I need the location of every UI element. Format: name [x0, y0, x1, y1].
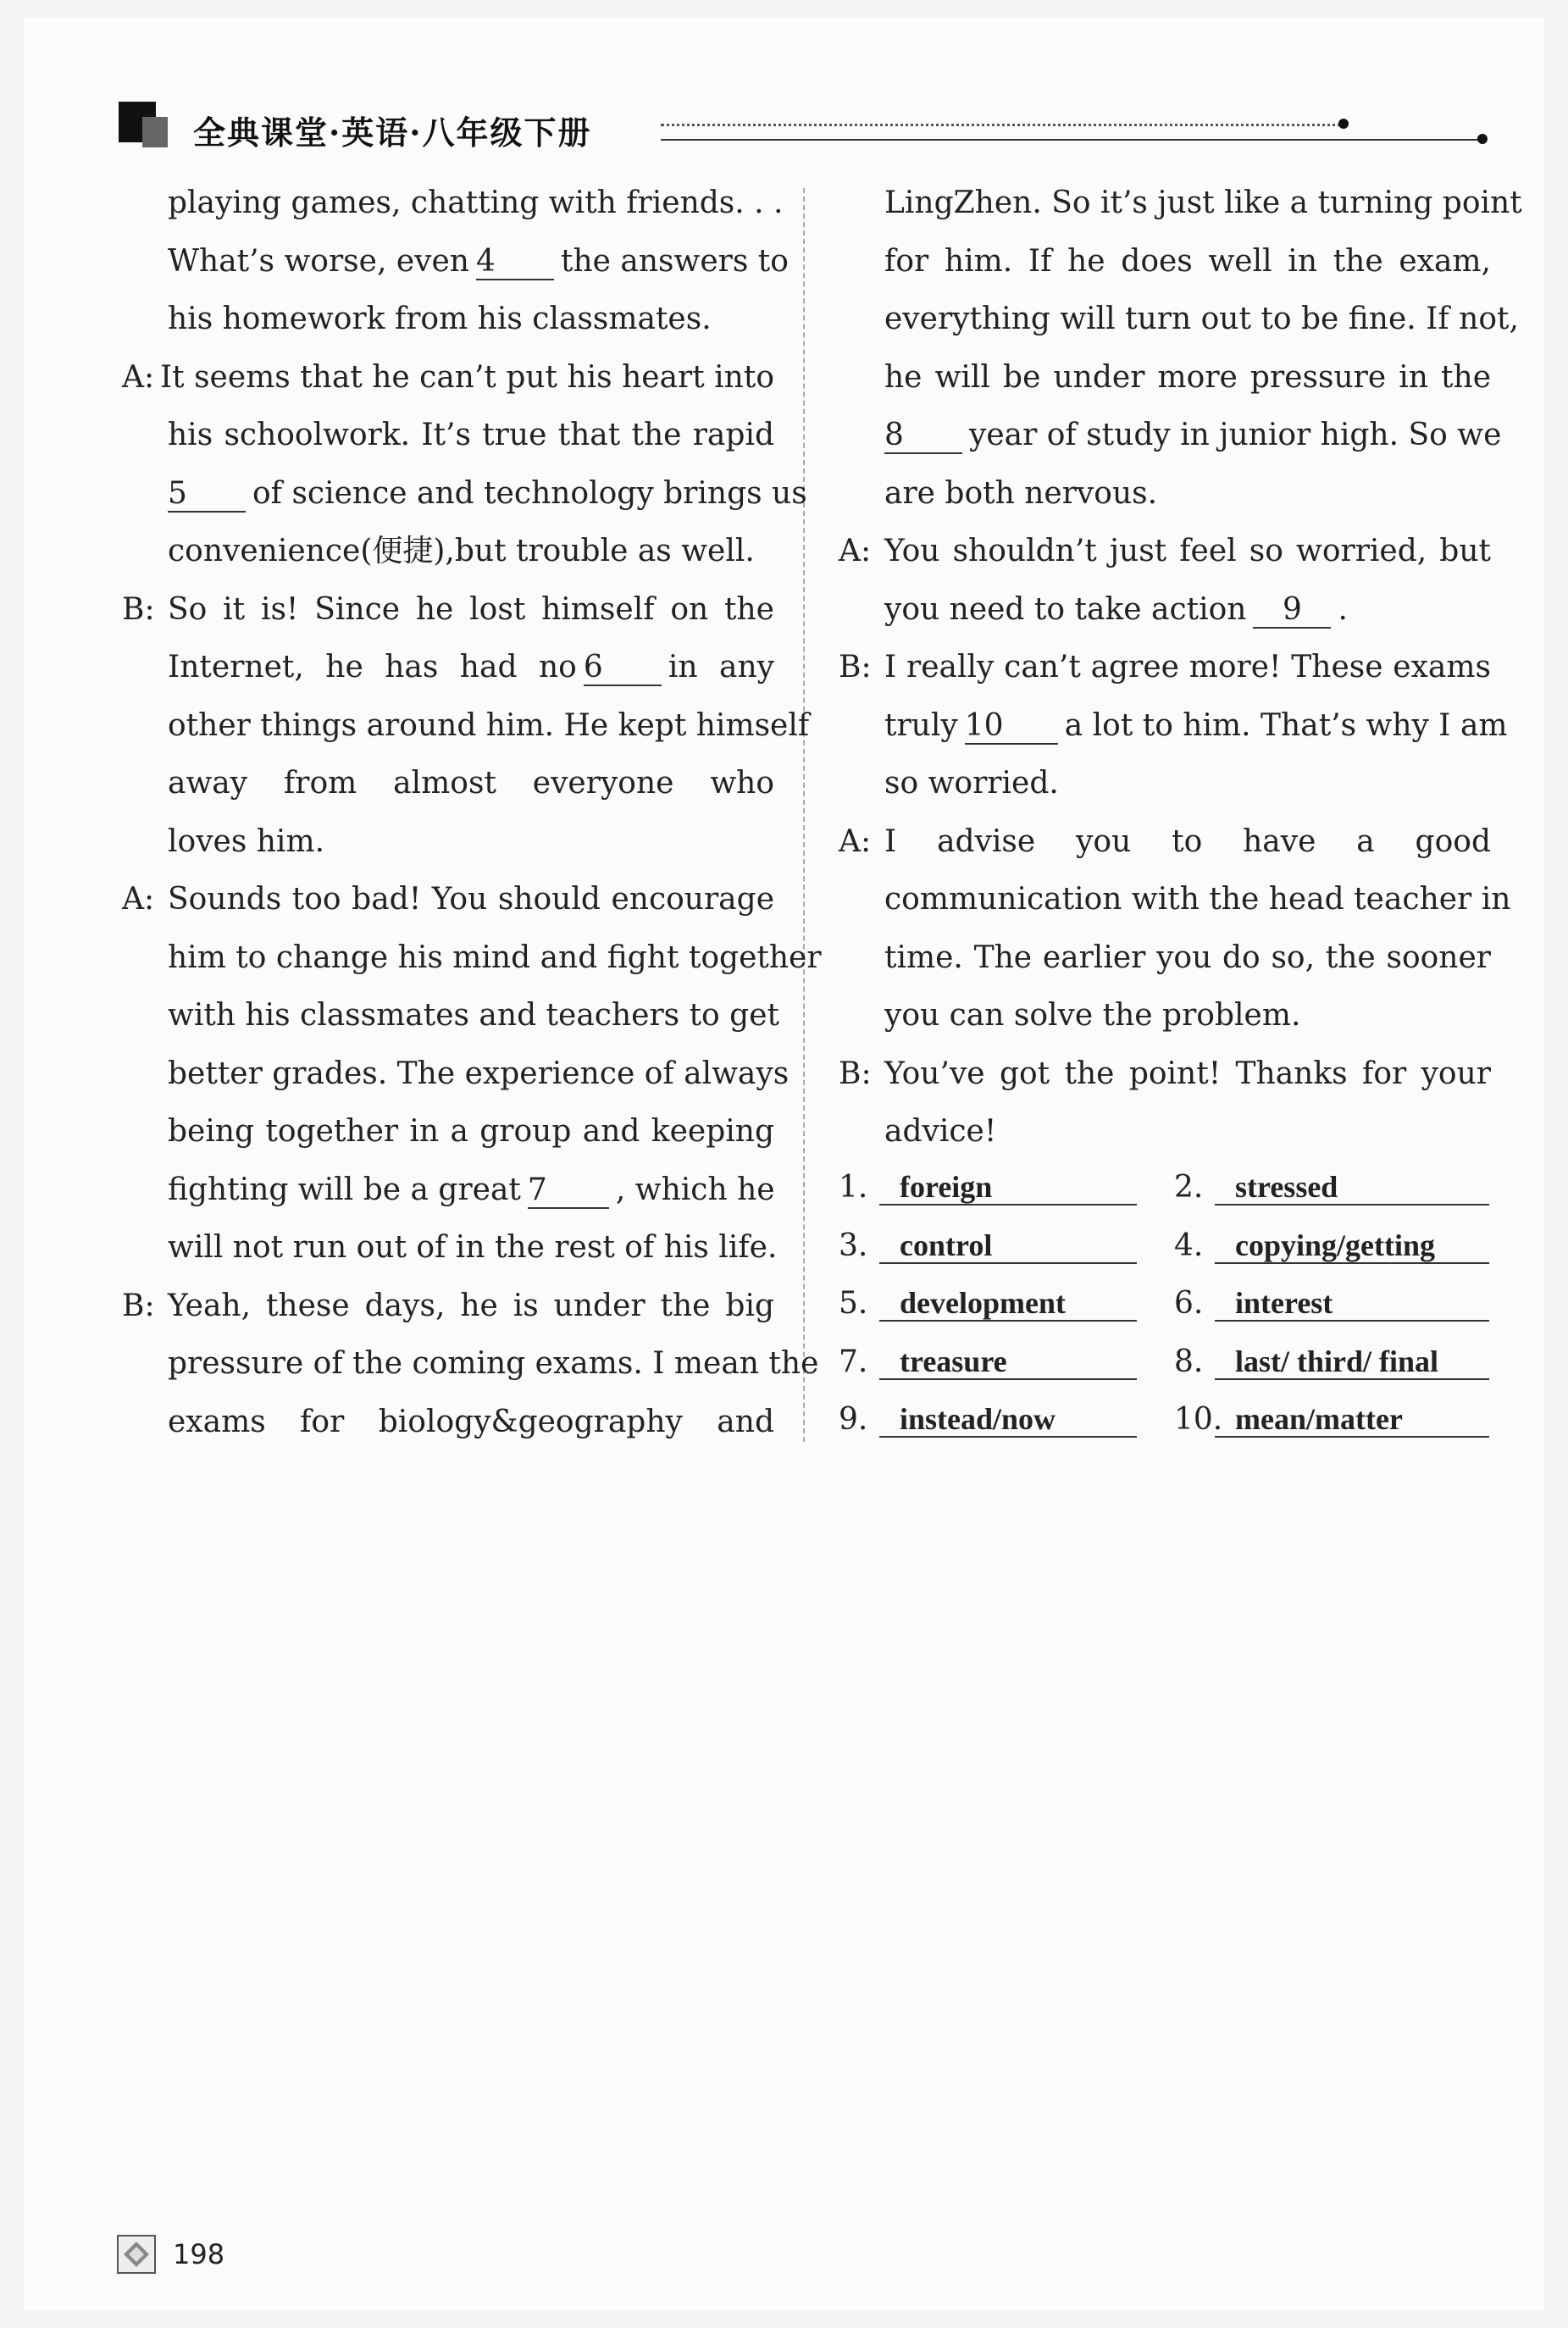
- header-solid-rule: [661, 139, 1482, 141]
- answer-item: 1. foreign: [839, 1159, 1137, 1217]
- dialogue-line: B: Yeah, these days, he is under the big: [122, 1278, 774, 1336]
- dialogue-line: B: So it is! Since he lost himself on the: [122, 581, 774, 640]
- text-line: communication with the head teacher in: [884, 882, 1511, 917]
- speaker-label: B:: [839, 1056, 872, 1091]
- left-column: [122, 175, 822, 1451]
- header-dotted-rule: [661, 124, 1347, 126]
- text-line: other things around him. He kept himself: [168, 707, 810, 743]
- answer-item: 2. stressed: [1174, 1159, 1489, 1217]
- header-dot-end: [1477, 134, 1488, 144]
- answer-value: stressed: [1215, 1170, 1489, 1206]
- blank-7: 7: [528, 1173, 609, 1209]
- text-line: fighting will be a great 7 , which he: [168, 1172, 775, 1207]
- text-line: LingZhen. So it’s just like a turning point: [884, 186, 1522, 220]
- dialogue-line: B: I really can’t agree more! These exams: [839, 639, 1491, 697]
- header-dot: [1338, 119, 1349, 129]
- speaker-label: A:: [122, 359, 155, 395]
- diamond-icon: [117, 2235, 156, 2274]
- answer-value: control: [879, 1228, 1137, 1264]
- column-divider: [803, 188, 805, 1442]
- answer-key: [839, 1159, 1465, 1449]
- blank-5: 5: [168, 477, 246, 513]
- text-line: away from almost everyone who: [168, 766, 774, 801]
- text-line: him to change his mind and fight together: [168, 940, 822, 975]
- text-line: exams for biology&geography and: [168, 1404, 774, 1439]
- text-line: Internet, he has had no 6 in any: [168, 650, 774, 685]
- answer-item: 10. mean/matter: [1174, 1391, 1489, 1449]
- header-gray-block: [142, 117, 168, 147]
- dialogue-line: A: Sounds too bad! You should encourage: [122, 871, 774, 929]
- speaker-label: B:: [122, 1288, 155, 1323]
- dialogue-line: A: You shouldn’t just feel so worried, but: [839, 523, 1491, 581]
- text-line: 5 of science and technology brings us: [168, 475, 807, 511]
- answer-row: [839, 1391, 1465, 1449]
- speaker-label: A:: [839, 534, 872, 568]
- answer-value: instead/now: [879, 1402, 1137, 1438]
- text-line: will not run out of in the rest of his life.: [168, 1230, 778, 1265]
- answer-value: last/ third/ final: [1215, 1344, 1489, 1380]
- text-line: convenience(便捷),but trouble as well.: [168, 534, 755, 568]
- header-title: 全典课堂·英语·八年级下册: [193, 114, 592, 152]
- text-line: with his classmates and teachers to get: [168, 998, 779, 1033]
- text-line: he will be under more pressure in the: [884, 359, 1491, 395]
- blank-10: 10: [965, 709, 1058, 745]
- answer-value: treasure: [879, 1344, 1137, 1380]
- text-line: for him. If he does well in the exam,: [884, 243, 1491, 279]
- dialogue-line: A: I advise you to have a good: [839, 813, 1491, 872]
- right-column: [839, 175, 1522, 1161]
- answer-item: 8. last/ third/ final: [1174, 1333, 1489, 1392]
- text-line: you need to take action 9 .: [884, 591, 1348, 627]
- speaker-label: B:: [122, 591, 155, 627]
- speaker-label: A:: [839, 823, 872, 859]
- answer-value: foreign: [879, 1170, 1137, 1206]
- answer-value: development: [879, 1286, 1137, 1322]
- answer-row: [839, 1275, 1465, 1333]
- blank-6: 6: [584, 651, 662, 686]
- text-line: advice!: [884, 1114, 997, 1149]
- answer-value: interest: [1215, 1286, 1489, 1322]
- answer-item: 3. control: [839, 1217, 1137, 1276]
- text-line: pressure of the coming exams. I mean the: [168, 1346, 819, 1381]
- text-line: loves him.: [168, 823, 325, 859]
- text-line: being together in a group and keeping: [168, 1114, 774, 1149]
- text-line: better grades. The experience of always: [168, 1056, 790, 1091]
- answer-value: mean/matter: [1215, 1402, 1489, 1438]
- text-line: you can solve the problem.: [884, 998, 1301, 1033]
- text-line: What’s worse, even 4 the answers to: [168, 243, 789, 279]
- text-line: so worried.: [884, 766, 1059, 801]
- dialogue-line: A: It seems that he can’t put his heart into: [122, 349, 774, 407]
- answer-item: 9. instead/now: [839, 1391, 1137, 1449]
- answer-row: [839, 1159, 1465, 1217]
- text-line: time. The earlier you do so, the sooner: [884, 940, 1491, 975]
- answer-item: 4. copying/getting: [1174, 1217, 1489, 1276]
- page-number: 198: [173, 2238, 225, 2270]
- text-line: playing games, chatting with friends. . .: [168, 186, 784, 220]
- text-line: 8 year of study in junior high. So we: [884, 418, 1502, 452]
- answer-item: 5. development: [839, 1275, 1137, 1333]
- answer-value: copying/getting: [1215, 1228, 1489, 1264]
- dialogue-line: B: You’ve got the point! Thanks for your: [839, 1045, 1491, 1104]
- speaker-label: B:: [839, 650, 872, 685]
- text-line: everything will turn out to be fine. If not,: [884, 302, 1519, 336]
- blank-4: 4: [476, 245, 554, 280]
- speaker-label: A:: [122, 882, 155, 917]
- answer-row: [839, 1333, 1465, 1392]
- text-line: his schoolwork. It’s true that the rapid: [168, 418, 774, 452]
- blank-9: 9: [1253, 593, 1331, 629]
- text-line: truly 10 a lot to him. That’s why I am: [884, 707, 1508, 743]
- text-line: his homework from his classmates.: [168, 302, 712, 336]
- answer-item: 7. treasure: [839, 1333, 1137, 1392]
- blank-8: 8: [884, 418, 962, 454]
- answer-row: [839, 1217, 1465, 1276]
- answer-item: 6. interest: [1174, 1275, 1489, 1333]
- text-line: are both nervous.: [884, 475, 1158, 511]
